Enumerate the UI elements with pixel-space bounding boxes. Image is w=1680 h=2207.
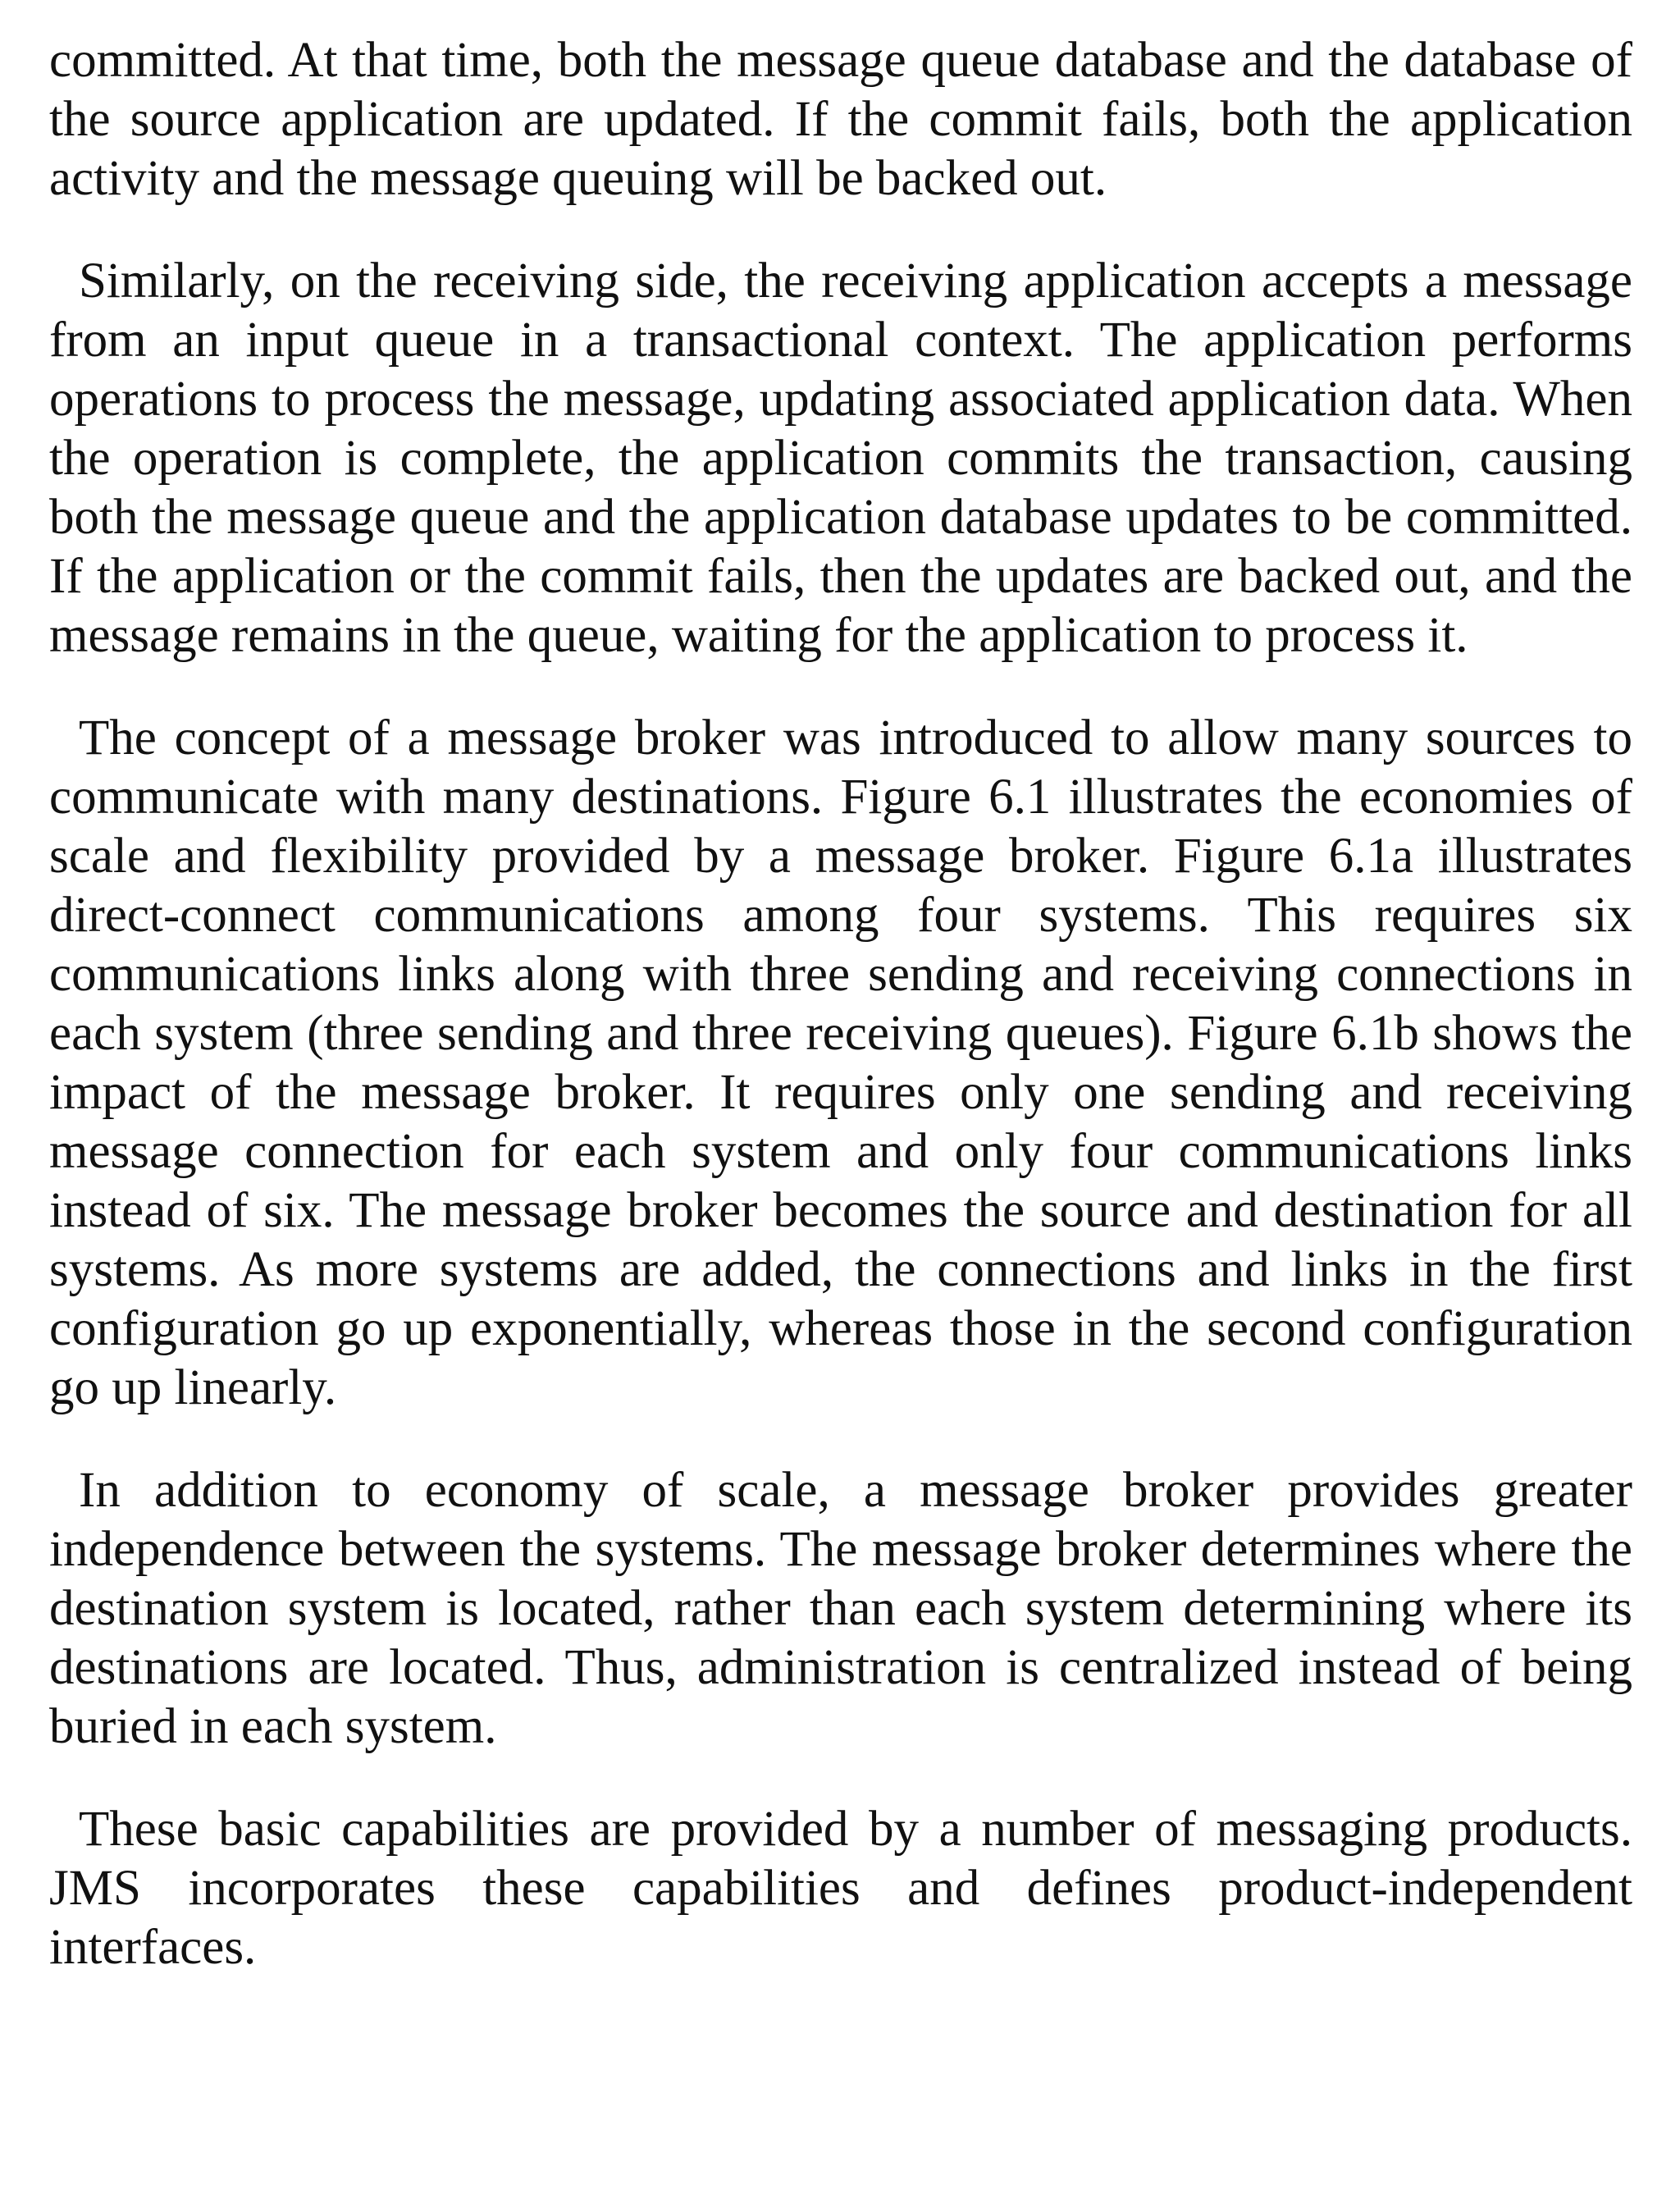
- paragraph-continued: committed. At that time, both the message queue database and the database of the source application are updated. If the commit fails, both the application activity and the message queuing will be backed out.: [49, 33, 1632, 206]
- document-page: [49, 31, 1632, 1977]
- paragraph-jms-capabilities: These basic capabilities are provided by a number of messaging products. JMS incorporates these capabilities and defines product-independent interfaces.: [49, 1802, 1632, 1975]
- paragraph-receiving-side: Similarly, on the receiving side, the receiving application accepts a message from an input queue in a transactional context. The application performs operations to process the message, updating associated application data. When the operation is complete, the application commits the transaction, causing both the message queue and the application database updates to be committed. If the application or the commit fails, then the updates are backed out, and the message remains in the queue, waiting for the application to process it.: [49, 254, 1632, 663]
- paragraph-independence: In addition to economy of scale, a message broker provides greater independence between the systems. The message broker determines where the destination system is located, rather than each system determining where its destinations are located. Thus, administration is centralized instead of being buried in each system.: [49, 1463, 1632, 1754]
- paragraph-message-broker-concept: The concept of a message broker was introduced to allow many sources to communicate with many destinations. Figure 6.1 illustrates the economies of scale and flexibility provided by a message broker. Figure 6.1a illustrates direct-connect communications among four systems. This requires six communications links along with three sending and receiving connections in each system (three sending and three receiving queues). Figure 6.1b shows the impact of the message broker. It requires only one sending and receiving message connection for each system and only four communications links instead of six. The message broker becomes the source and destination for all systems. As more systems are added, the connections and links in the first configuration go up exponentially, whereas those in the second configuration go up linearly.: [49, 711, 1632, 1415]
